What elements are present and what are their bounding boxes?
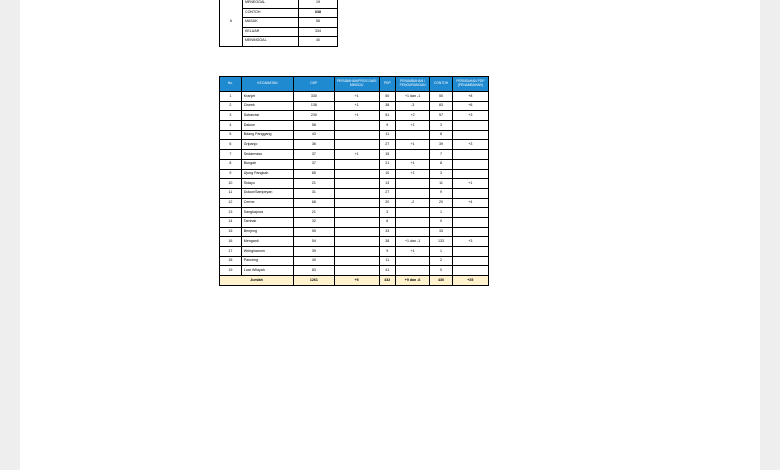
table-cell: 16 (220, 237, 242, 247)
table-cell: 6 (379, 217, 395, 227)
table-cell: Menganti (241, 237, 293, 247)
table-row (220, 198, 489, 208)
table-cell: 1 (430, 247, 452, 257)
table-cell (334, 237, 379, 247)
table-cell: 32 (294, 217, 335, 227)
table-cell: +8 (452, 101, 488, 111)
table-cell: 58 (294, 121, 335, 131)
table-cell: 11 (430, 179, 452, 189)
table-cell (334, 179, 379, 189)
table-cell: 15 (220, 227, 242, 237)
table-cell (395, 227, 429, 237)
table-cell (395, 256, 429, 266)
table-cell: 9 (379, 121, 395, 131)
row-value-cell: 40 (299, 37, 338, 47)
table-cell: 11 (379, 256, 395, 266)
table-cell (334, 169, 379, 179)
total-cell: 430 (430, 276, 452, 286)
row-label-cell: CONTOH (243, 8, 299, 18)
table-cell: 230 (294, 111, 335, 121)
table-cell: Daluse (241, 121, 293, 131)
table-cell (452, 121, 488, 131)
table-cell: 5 (220, 130, 242, 140)
table-cell: Wringinanom (241, 247, 293, 257)
table-row (220, 159, 489, 169)
table-cell (452, 217, 488, 227)
table-cell: 2 (220, 101, 242, 111)
table-cell: 43 (294, 130, 335, 140)
table-cell (334, 198, 379, 208)
column-header: PDP (379, 77, 395, 92)
table-cell: -2 (395, 198, 429, 208)
table-row (220, 92, 489, 102)
table-cell: 40 (294, 256, 335, 266)
table-cell (334, 217, 379, 227)
table-cell: 38 (379, 101, 395, 111)
table-cell: 7 (220, 150, 242, 160)
table-row (220, 121, 489, 131)
table-cell: 27 (379, 140, 395, 150)
total-label-cell: Jumlah (220, 276, 294, 286)
table-cell: +3 (452, 111, 488, 121)
table-cell: -3 (395, 101, 429, 111)
table-cell (395, 188, 429, 198)
table-cell: 20 (430, 198, 452, 208)
table-cell: +8 (452, 92, 488, 102)
table-header-row (220, 77, 489, 92)
table-cell: 9 (379, 247, 395, 257)
table-cell: +1 dan -1 (395, 237, 429, 247)
table-row (220, 266, 489, 276)
table-cell: 12 (220, 198, 242, 208)
table-cell: 19 (220, 266, 242, 276)
summary-table-fragment (219, 0, 338, 47)
table-cell (334, 121, 379, 131)
table-cell: 8 (430, 130, 452, 140)
table-cell: 38 (379, 237, 395, 247)
table-cell: +1 (395, 140, 429, 150)
table-row (220, 101, 489, 111)
table-cell: 50 (379, 92, 395, 102)
table-total-row (220, 276, 489, 286)
table-cell: 7 (430, 150, 452, 160)
table-cell (452, 150, 488, 160)
table-cell: +1 (334, 150, 379, 160)
table-cell: +1 (334, 92, 379, 102)
table-cell: 36 (294, 140, 335, 150)
table-cell: +1 (452, 179, 488, 189)
table-cell: 133 (430, 237, 452, 247)
table-row (220, 188, 489, 198)
table-cell: 11 (220, 188, 242, 198)
row-value-cell: 334 (299, 27, 338, 37)
table-cell: 10 (220, 179, 242, 189)
table-cell (395, 217, 429, 227)
table-cell: +1 (395, 159, 429, 169)
table-cell (395, 266, 429, 276)
table-cell: 6 (220, 140, 242, 150)
table-cell (452, 159, 488, 169)
total-cell: +5 (334, 276, 379, 286)
table-row (220, 0, 338, 8)
table-cell: 21 (294, 208, 335, 218)
table-cell: +1 (334, 111, 379, 121)
table-cell: Bdang Panggang (241, 130, 293, 140)
row-label-cell: MASUK (243, 18, 299, 28)
total-cell: +9 dan -6 (395, 276, 429, 286)
table-cell: +1 dan -1 (395, 92, 429, 102)
table-cell: 8 (220, 159, 242, 169)
table-cell: +1 (395, 121, 429, 131)
table-cell: 41 (379, 266, 395, 276)
table-cell (334, 256, 379, 266)
table-cell: 55 (294, 227, 335, 237)
table-cell: 0 (430, 266, 452, 276)
column-header: No. (220, 77, 242, 92)
column-header: PERUBAHAN PDP (PENAMBAHAN) (452, 77, 488, 92)
table-cell: Panceng (241, 256, 293, 266)
table-cell: 39 (294, 247, 335, 257)
table-cell: 15 (379, 150, 395, 160)
table-cell: Gripanjo (241, 140, 293, 150)
table-cell: Dukun/Sampeyan (241, 188, 293, 198)
total-cell: 432 (379, 276, 395, 286)
table-cell: 68 (294, 198, 335, 208)
column-header: DDP (294, 77, 335, 92)
table-cell: 20 (379, 198, 395, 208)
table-cell: +3 (452, 237, 488, 247)
table-cell (452, 188, 488, 198)
table-cell (452, 130, 488, 140)
table-cell (334, 247, 379, 257)
table-row (220, 179, 489, 189)
table-cell: Bungah (241, 159, 293, 169)
table-cell (452, 256, 488, 266)
table-cell: 2 (430, 256, 452, 266)
table-cell: +4 (452, 198, 488, 208)
table-cell: 10 (379, 169, 395, 179)
table-cell: 3 (430, 169, 452, 179)
table-cell: Luar Wilayah (241, 266, 293, 276)
table-cell: 33 (430, 227, 452, 237)
table-cell: 14 (220, 217, 242, 227)
table-cell (395, 150, 429, 160)
table-cell (334, 130, 379, 140)
row-value-cell: 638 (299, 8, 338, 18)
table-cell: 21 (379, 159, 395, 169)
table-cell: Sangkapura (241, 208, 293, 218)
table-cell (395, 208, 429, 218)
table-cell: 330 (294, 92, 335, 102)
table-row (220, 111, 489, 121)
table-cell: 1 (220, 92, 242, 102)
table-row (220, 140, 489, 150)
table-cell (334, 208, 379, 218)
table-cell: 27 (379, 188, 395, 198)
table-cell: Sobarrasi (241, 111, 293, 121)
table-cell: 9 (430, 188, 452, 198)
table-cell: 65 (294, 169, 335, 179)
table-cell: Cerme (241, 198, 293, 208)
table-cell: 8 (430, 159, 452, 169)
table-cell: 57 (430, 111, 452, 121)
table-cell: +3 (452, 140, 488, 150)
table-cell: 54 (294, 237, 335, 247)
table-row (220, 150, 489, 160)
table-cell (395, 179, 429, 189)
table-row (220, 237, 489, 247)
table-cell: 3 (220, 111, 242, 121)
table-cell (334, 227, 379, 237)
table-cell: 1 (430, 208, 452, 218)
table-row (220, 247, 489, 257)
column-header: CONTOH (430, 77, 452, 92)
document-page (20, 0, 760, 470)
table-cell: 31 (294, 188, 335, 198)
table-cell: Tambak (241, 217, 293, 227)
row-value-cell: 56 (299, 18, 338, 28)
table-cell: 18 (220, 256, 242, 266)
table-cell: 11 (379, 130, 395, 140)
table-cell (452, 169, 488, 179)
table-cell (452, 266, 488, 276)
table-cell (452, 208, 488, 218)
total-cell: 1261 (294, 276, 335, 286)
row-value-cell: 19 (299, 0, 338, 8)
table-row (220, 208, 489, 218)
table-cell: 83 (294, 266, 335, 276)
table-cell (334, 266, 379, 276)
group-number-cell: 6 (220, 0, 243, 46)
table-cell: 17 (220, 247, 242, 257)
row-label-cell: MENINGGAL (243, 37, 299, 47)
table-row (220, 256, 489, 266)
table-cell (452, 247, 488, 257)
row-label-cell: KELUAR (243, 27, 299, 37)
column-header: KECAMATAN (241, 77, 293, 92)
table-cell: Ciseek (241, 101, 293, 111)
table-row (220, 130, 489, 140)
table-cell: 3 (379, 208, 395, 218)
table-cell: +1 (395, 169, 429, 179)
table-cell: 0 (430, 217, 452, 227)
total-cell: +25 (452, 276, 488, 286)
table-cell (395, 130, 429, 140)
table-cell: +1 (334, 101, 379, 111)
table-cell: 83 (430, 101, 452, 111)
table-row (220, 217, 489, 227)
table-cell: 33 (379, 227, 395, 237)
table-cell: 50 (430, 92, 452, 102)
table-cell: Sedarmaso (241, 150, 293, 160)
table-cell (334, 140, 379, 150)
table-cell (334, 188, 379, 198)
table-cell: 13 (220, 208, 242, 218)
row-label-cell: MENEGGAL (243, 0, 299, 8)
table-cell: 3 (430, 121, 452, 131)
table-cell: 39 (430, 140, 452, 150)
table-cell: +2 (395, 111, 429, 121)
table-cell: 13 (379, 179, 395, 189)
column-header: PERUBAHAN/PROS DARI MINGGU (334, 77, 379, 92)
table-cell (334, 159, 379, 169)
table-cell: +1 (395, 247, 429, 257)
table-cell: Kranjet (241, 92, 293, 102)
table-cell (452, 227, 488, 237)
table-row (220, 169, 489, 179)
table-cell: Sidayu (241, 179, 293, 189)
table-cell: 9 (220, 169, 242, 179)
table-cell: Ujung Pangkah (241, 169, 293, 179)
table-row (220, 227, 489, 237)
kecamatan-data-table (219, 76, 489, 286)
table-cell: 138 (294, 101, 335, 111)
table-cell: Benjeng (241, 227, 293, 237)
table-cell: 4 (220, 121, 242, 131)
column-header: PENAMBAHAN / PENGURANGAN (395, 77, 429, 92)
table-cell: 21 (294, 179, 335, 189)
table-cell: 51 (379, 111, 395, 121)
table-cell: 37 (294, 159, 335, 169)
table-cell: 37 (294, 150, 335, 160)
